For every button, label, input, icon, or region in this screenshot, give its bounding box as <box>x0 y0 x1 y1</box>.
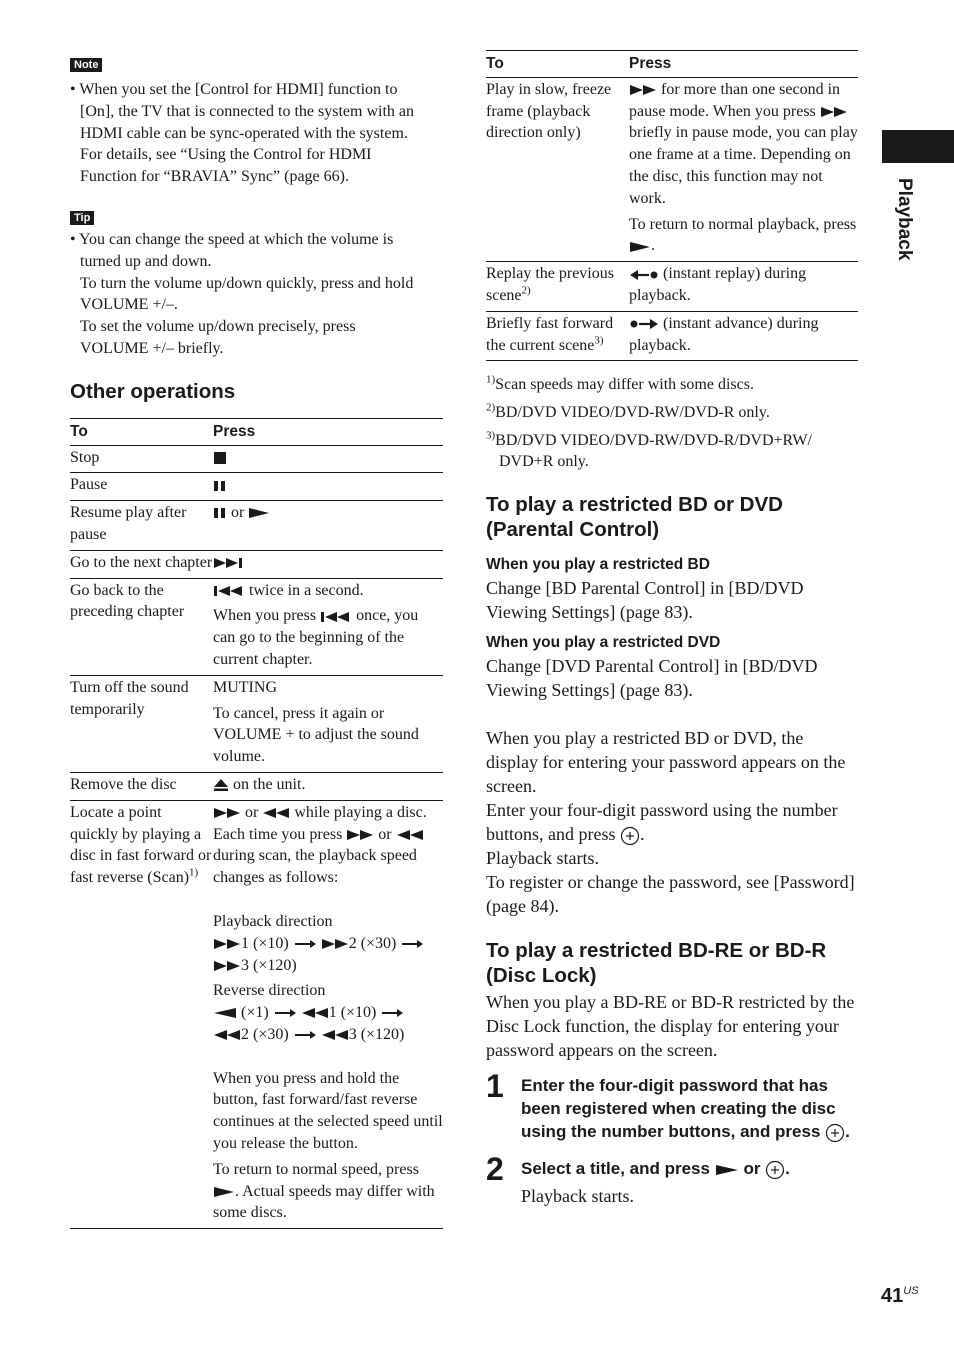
footnotes: $^{1)}$Scan speeds may differ with some discs. $^{2)}$BD/DVD VIDEO/DVD-RW/DVD-R only. $^{3)}$BD/DVD VIDEO/DVD-RW/DVD-R/DVD+RW/ DVD+R only. <box>486 374 858 472</box>
col-header-to: To <box>70 418 213 445</box>
fast-reverse-icon <box>396 828 424 842</box>
step-2-result: Playback starts. <box>521 1186 634 1207</box>
play-icon <box>213 1185 235 1199</box>
footnote: $^{3)}$BD/DVD VIDEO/DVD-RW/DVD-R/DVD+RW/ <box>486 430 812 450</box>
fast-forward-icon <box>346 828 374 842</box>
tip-label: Tip <box>70 211 94 225</box>
row-to: Remove the disc <box>70 772 213 800</box>
parental-paragraph: When you play a restricted BD or DVD, the display for entering your password appears on the screen. Enter your four-digit password using the number buttons, and press . Playback starts. To register or change the password, see [Password] (page 84). <box>486 728 855 917</box>
restricted-dvd-text: Change [DVD Parental Control] in [BD/DVD Viewing Settings] (page 83). <box>486 656 818 701</box>
footnote: $^{1)}$Scan speeds may differ with some discs. <box>486 374 754 394</box>
fast-forward-icon <box>629 83 657 97</box>
next-chapter-icon <box>213 556 245 570</box>
row-to: Play in slow, freeze frame (playback direction only) <box>486 77 629 261</box>
page-number: $41^{US}$ <box>881 1285 919 1307</box>
row-to: Replay the previous scene <box>486 265 614 304</box>
tip-line: VOLUME +/– briefly. <box>80 339 224 357</box>
footnote: $^{2)}$BD/DVD VIDEO/DVD-RW/DVD-R only. <box>486 402 770 422</box>
col-header-press: Press <box>629 51 858 78</box>
table-row: Resume play after pause or <box>70 501 443 551</box>
enter-button-icon <box>765 1160 785 1180</box>
tip-line: turned up and down. <box>80 252 212 270</box>
step-1: 1 Enter the four-digit password that has been registered when creating the disc using the number buttons, and press . <box>486 1068 850 1142</box>
table-row <box>70 550 443 578</box>
col-header-press: Press <box>213 418 443 445</box>
tip-line: To set the volume up/down precisely, press <box>80 318 356 336</box>
note-line: HDMI cable can be sync-operated with the system. <box>80 124 408 142</box>
other-operations-table <box>70 418 443 1230</box>
row-to: Resume play after pause <box>70 501 213 551</box>
play-icon <box>715 1163 739 1177</box>
restricted-bd-heading: When you play a restricted BD <box>486 556 710 574</box>
restricted-dvd-heading: When you play a restricted DVD <box>486 634 721 652</box>
arrow-right-icon <box>273 1007 297 1019</box>
tip-line: To turn the volume up/down quickly, press and hold <box>80 274 414 292</box>
col-header-to: To <box>486 51 629 78</box>
row-to: Briefly fast forward the current scene <box>486 314 614 354</box>
restricted-bd-text: Change [BD Parental Control] in [BD/DVD Viewing Settings] (page 83). <box>486 578 804 623</box>
arrow-right-icon <box>293 938 317 950</box>
table-row <box>70 473 443 501</box>
step-number: 2 <box>486 1151 504 1188</box>
pause-icon <box>213 506 227 520</box>
disc-lock-intro: When you play a BD-RE or BD-R restricted by the Disc Lock function, the display for entering your password appears on the screen. <box>486 992 855 1061</box>
eject-icon <box>213 778 229 792</box>
table-row: Replay the previous scene$^{2)}$ (instant replay) during playback. <box>486 262 858 312</box>
table-row: Locate a point quickly by playing a disc in fast forward or fast reverse (Scan)$^{1)}$ or while playing a disc. Each time you press or during scan, the playback speed changes as follows: Playback direction 1 (×10) 2 (×30) 3 (×120) Reverse direction (×1) 1 (×10) 2 (×30) 3 (×120) When you press and hold the button, fast forward/fast reverse continues at the selected speed until you release the button. To return to normal speed, press . Actual speeds may differ with some discs. <box>70 800 443 1229</box>
arrow-right-icon <box>293 1029 317 1041</box>
table-row: Go back to the preceding chapter twice in a second. When you press once, you can go to the beginning of the current chapter. <box>70 578 443 675</box>
note-line: Function for “BRAVIA” Sync” (page 66). <box>80 168 349 186</box>
play-icon <box>629 240 651 254</box>
parental-control-heading: To play a restricted BD or DVD (Parental Control) <box>486 493 783 542</box>
fast-reverse-icon <box>213 1028 241 1042</box>
fast-reverse-icon <box>321 1028 349 1042</box>
table-header-row <box>486 51 858 78</box>
step-2: 2 Select a title, and press or . Playback starts. <box>486 1157 858 1208</box>
note-line: [On], the TV that is connected to the system with an <box>80 102 415 120</box>
reverse-icon <box>213 1006 237 1020</box>
disc-lock-heading: To play a restricted BD-RE or BD-R (Disc Lock) <box>486 939 827 988</box>
note-label: Note <box>70 58 102 72</box>
fast-forward-icon <box>321 937 349 951</box>
fast-forward-icon <box>213 959 241 973</box>
note-line: For details, see “Using the Control for HDMI <box>80 146 372 164</box>
table-header-row <box>70 418 443 445</box>
table-row: Turn off the sound temporarily MUTING To cancel, press it again or VOLUME + to adjust the sound volume. <box>70 675 443 772</box>
tip-block <box>70 208 443 360</box>
previous-chapter-icon <box>213 584 245 598</box>
fast-forward-icon <box>820 105 848 119</box>
fast-reverse-icon <box>301 1006 329 1020</box>
stop-icon <box>213 451 227 465</box>
previous-chapter-icon <box>320 610 352 624</box>
playback-operations-table <box>486 50 858 361</box>
row-to: Turn off the sound temporarily <box>70 675 213 772</box>
row-to: Locate a point quickly by playing a disc in fast forward or fast reverse (Scan) <box>70 803 212 887</box>
play-icon <box>248 506 270 520</box>
right-column <box>486 50 858 1208</box>
fast-forward-icon <box>213 806 241 820</box>
note-block <box>70 55 443 188</box>
section-tab-label: Playback <box>894 178 915 261</box>
row-to: Go back to the preceding chapter <box>70 578 213 675</box>
arrow-right-icon <box>380 1007 404 1019</box>
row-to: Pause <box>70 473 213 501</box>
table-row: Play in slow, freeze frame (playback direction only) for more than one second in pause mode. When you press briefly in pause mode, you can play one frame at a time. Depending on the disc, this function may not work. To return to normal playback, press . <box>486 77 858 261</box>
enter-button-icon <box>620 826 640 846</box>
instant-advance-icon <box>629 317 659 331</box>
row-to: Stop <box>70 445 213 473</box>
row-to: Go to the next chapter <box>70 550 213 578</box>
tip-line: VOLUME +/–. <box>80 296 178 314</box>
left-column <box>70 55 443 1229</box>
fast-reverse-icon <box>262 806 290 820</box>
instant-replay-icon <box>629 268 659 282</box>
arrow-right-icon <box>400 938 424 950</box>
tip-line: • You can change the speed at which the volume is <box>70 230 394 248</box>
enter-button-icon <box>825 1123 845 1143</box>
other-operations-heading: Other operations <box>70 379 236 403</box>
step-number: 1 <box>486 1068 504 1105</box>
table-row <box>70 445 443 473</box>
table-row: Briefly fast forward the current scene$^{3)}$ (instant advance) during playback. <box>486 311 858 361</box>
pause-icon <box>213 479 227 493</box>
section-tab-bar <box>882 130 954 163</box>
fast-forward-icon <box>213 937 241 951</box>
table-row: Remove the disc on the unit. <box>70 772 443 800</box>
note-line: • When you set the [Control for HDMI] function to <box>70 81 398 98</box>
